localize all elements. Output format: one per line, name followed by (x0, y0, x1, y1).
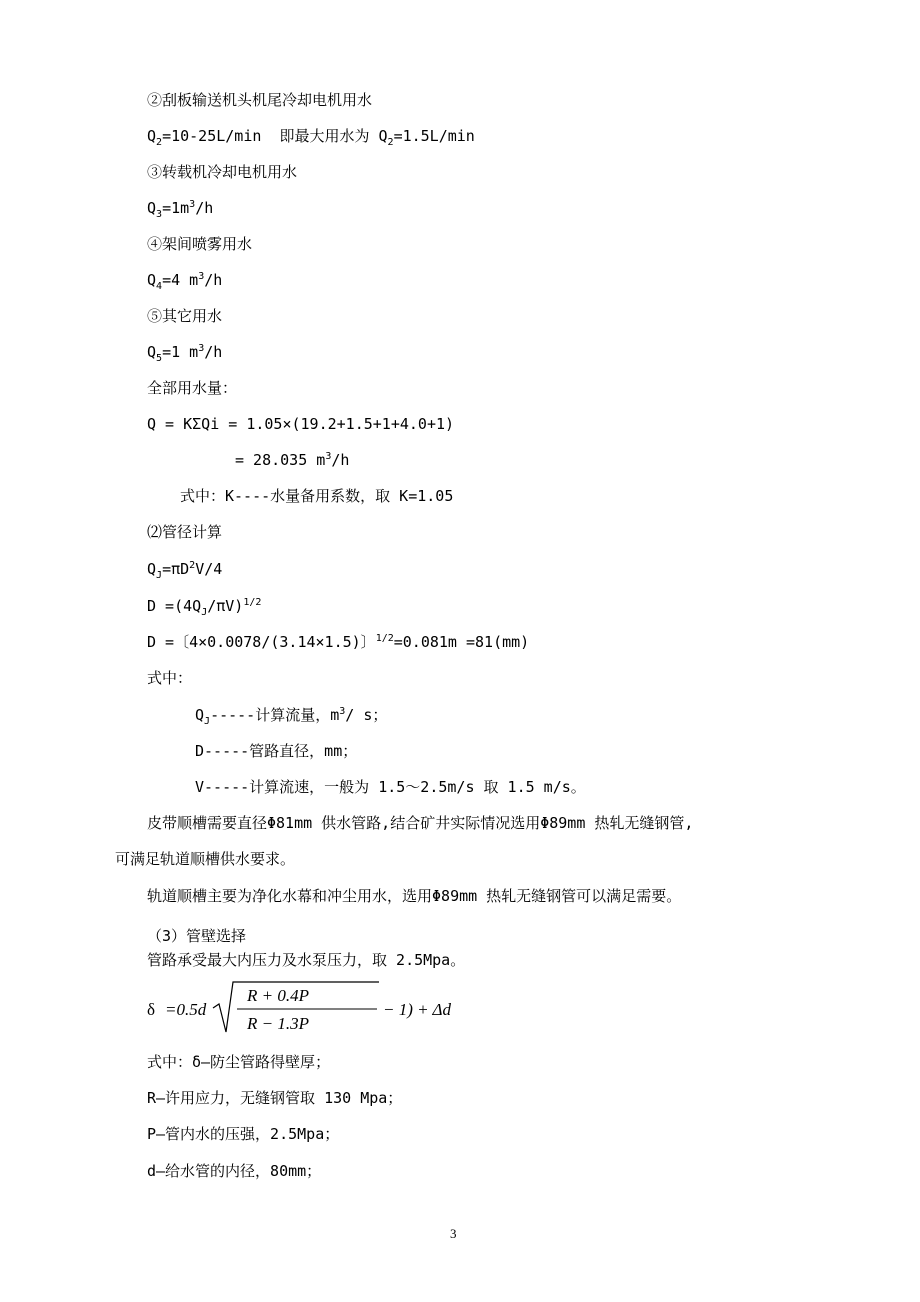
text-line: ⑵管径计算 (147, 523, 223, 541)
text-line: 式中：K----水量备用系数，取 K=1.05 (180, 487, 454, 505)
text-line: 式中：δ—防尘管路得壁厚； (147, 1053, 331, 1071)
text-line: $Q_4=4$ $m^3/h$ (147, 271, 223, 292)
paragraph-line: 皮带顺槽需要直径Φ81mm 供水管路,结合矿井实际情况选用Φ89mm 热轧无缝钢管, (147, 814, 694, 832)
text-line: $Q_J-----$计算流量，$m^3/$ s； (195, 706, 388, 727)
formula-denominator: R − 1.3P (247, 1014, 309, 1033)
text-line: = 28.035 $m^3/h$ (235, 451, 350, 469)
text-line: $D =(4Q_J/\pi V)^{1/2}$ (147, 597, 262, 618)
page-number: 3 (450, 1226, 457, 1241)
text-line: V-----计算流速，一般为 1.5～2.5m/s 取 1.5 m/s。 (195, 778, 586, 796)
text-line: $Q_5=1$ $m^3/h$ (147, 343, 223, 364)
text-line: 式中： (147, 669, 193, 687)
text-line: 全部用水量： (147, 379, 238, 397)
text-line: ④架间喷雾用水 (147, 235, 253, 253)
text-line: $Q_3=1m^3/h$ (147, 199, 214, 220)
formula-numerator: R + 0.4P (247, 986, 309, 1005)
paragraph-line: 可满足轨道顺槽供水要求。 (115, 850, 296, 868)
text-line: Q = KΣQi = 1.05×(19.2+1.5+1+4.0+1) (147, 415, 455, 433)
text-line: P—管内水的压强，2.5Mpa； (147, 1125, 340, 1143)
text-line: 管路承受最大内压力及水泵压力，取 2.5Mpa。 (147, 951, 466, 969)
text-line: ⑤其它用水 (147, 307, 223, 325)
formula-coefficient: =0.5d (165, 1000, 207, 1019)
formula-tail: − 1) + Δd (383, 1000, 452, 1019)
text-line: ③转载机冷却电机用水 (147, 163, 298, 181)
section-heading: （3）管壁选择 (147, 927, 247, 945)
text-line: R—许用应力，无缝钢管取 130 Mpa； (147, 1089, 403, 1107)
paragraph-line: 轨道顺槽主要为净化水幕和冲尘用水，选用Φ89mm 热轧无缝钢管可以满足需要。 (147, 887, 682, 905)
text-line: D =〔4×0.0078/(3.14×1.5)〕$^{1/2}$=0.081m =81(mm) (147, 633, 530, 651)
formula-lhs: δ (147, 1000, 156, 1019)
wall-thickness-formula (147, 978, 567, 1040)
text-line: ②刮板输送机头机尾冷却电机用水 (147, 91, 373, 109)
text-line: d—给水管的内径，80mm； (147, 1162, 322, 1180)
text-line: $Q_2=10-25L/\min$ 即最大用水为 $Q_2=1.5L/\min$ (147, 127, 475, 148)
text-line: $Q_J=\pi D^2V/4$ (147, 560, 223, 581)
text-line: D-----管路直径，mm； (195, 742, 358, 760)
